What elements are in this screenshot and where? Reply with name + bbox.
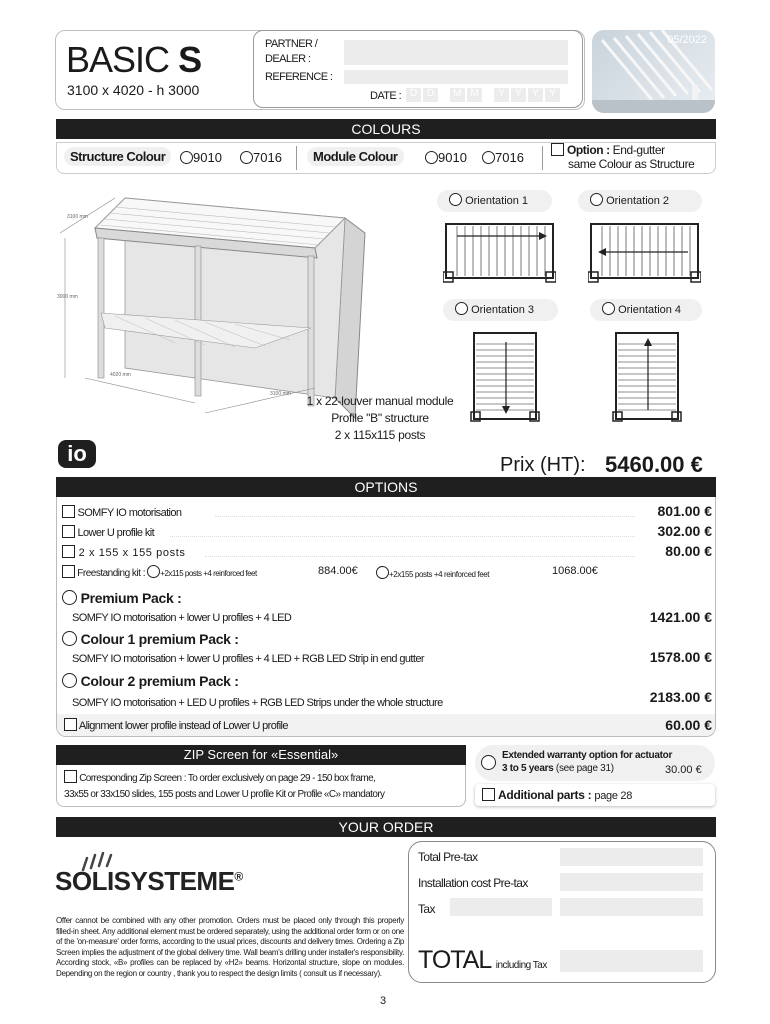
colours-divider xyxy=(542,146,543,170)
structure-9010-radio[interactable]: 9010 xyxy=(180,150,222,165)
checkbox-icon xyxy=(62,545,75,558)
product-photo xyxy=(592,30,715,113)
page-number: 3 xyxy=(380,995,387,1007)
premium-pack-radio[interactable]: Premium Pack : xyxy=(62,590,181,606)
freestanding-price-1: 884.00€ xyxy=(318,565,358,577)
date-digit: D xyxy=(423,88,438,102)
dim-depth-label: 4020 mm xyxy=(110,372,131,378)
option-lower-u-kit-price: 302.00 € xyxy=(657,523,712,539)
structure-colour-label: Structure Colour xyxy=(64,147,171,166)
dealer-field[interactable] xyxy=(344,40,568,65)
module-9010-radio[interactable]: 9010 xyxy=(425,150,467,165)
install-pretax-label: Installation cost Pre-tax xyxy=(418,876,528,890)
product-name-bold: S xyxy=(178,39,202,80)
leader-line xyxy=(215,516,635,517)
radio-icon xyxy=(455,302,468,315)
total-label: TOTAL including Tax xyxy=(418,946,547,974)
radio-icon xyxy=(425,151,438,164)
orientation-1-diagram xyxy=(443,220,556,284)
dim-width-label: 3100 mm xyxy=(270,391,291,397)
date-digit: M xyxy=(467,88,482,102)
product-description: 1 x 22-louver manual module Profile "B" structure 2 x 115x115 posts xyxy=(306,394,454,442)
warranty-text: Extended warranty option for actuator 3 to 5 years (see page 31) xyxy=(502,750,673,774)
option-posts[interactable]: 2 x 155 x 155 posts xyxy=(62,545,185,559)
pergola-drawing xyxy=(55,188,375,428)
colour1-pack-desc: SOMFY IO motorisation + lower U profiles + 4 LED + RGB LED Strip in end gutter xyxy=(72,653,424,665)
warranty-price: 30.00 € xyxy=(665,764,702,776)
radio-icon xyxy=(240,151,253,164)
checkbox-icon xyxy=(64,718,77,731)
option-alignment-price: 60.00 € xyxy=(665,717,712,733)
premium-pack-desc: SOMFY IO motorisation + lower U profiles + 4 LED xyxy=(72,612,292,624)
module-colour-label: Module Colour xyxy=(307,147,404,166)
price-value: 5460.00 € xyxy=(605,452,703,477)
colour2-pack-radio[interactable]: Colour 2 premium Pack : xyxy=(62,673,239,689)
date-digit: Y xyxy=(528,88,543,102)
radio-icon xyxy=(481,755,496,770)
leader-line xyxy=(170,536,635,537)
product-title xyxy=(66,40,201,80)
orientation-4-radio[interactable]: Orientation 4 xyxy=(590,299,702,321)
radio-icon xyxy=(602,302,615,315)
zip-screen-line-2: 33x55 or 33x150 slides, 155 posts and Lower U profile Kit or Profile «C» mandatory xyxy=(64,789,385,800)
dim-top-label: 3100 mm xyxy=(67,214,88,220)
option-somfy-price: 801.00 € xyxy=(657,503,712,519)
orientation-3-radio[interactable]: Orientation 3 xyxy=(443,299,558,321)
checkbox-icon xyxy=(62,565,75,578)
date-field[interactable] xyxy=(406,88,560,102)
colour2-pack-desc: SOMFY IO motorisation + LED U profiles + RGB LED Strips under the whole structure xyxy=(72,697,443,709)
radio-icon[interactable] xyxy=(147,565,160,578)
dim-height-label: 3000 mm xyxy=(57,294,78,300)
radio-icon xyxy=(590,193,603,206)
option-somfy[interactable]: SOMFY IO motorisation xyxy=(62,505,181,519)
orientation-2-radio[interactable]: Orientation 2 xyxy=(578,190,702,212)
colour1-pack-radio[interactable]: Colour 1 premium Pack : xyxy=(62,631,239,647)
total-field[interactable] xyxy=(560,950,703,972)
option-alignment[interactable]: Alignment lower profile instead of Lower U profile xyxy=(64,718,288,732)
radio-icon xyxy=(180,151,193,164)
freestanding-price-2: 1068.00€ xyxy=(552,565,598,577)
zip-bar: ZIP Screen for «Essential» xyxy=(56,745,466,765)
colour1-pack-price: 1578.00 € xyxy=(649,649,712,665)
io-logo: io xyxy=(58,440,96,468)
warranty-radio[interactable] xyxy=(481,755,496,773)
checkbox-icon xyxy=(64,770,77,783)
radio-icon xyxy=(482,151,495,164)
colours-bar: COLOURS xyxy=(56,119,716,139)
checkbox-icon xyxy=(551,143,564,156)
install-pretax-field[interactable] xyxy=(560,873,703,891)
disclaimer: Offer cannot be combined with any other promotion. Orders must be placed only through this properly filled-in sheet. Any additional element must be ordered separately, using the additional order form or on one of the 'on-measure' order forms, according to the usual prices, discounts and delivery times. Ordering a Zip Screen implies the adjustment of the global delivery time. Wall beam's drilling under installer's responsibility. According stock, «B» profiles can be replaced by «H2» beams. Horizontal structure, slope on modules. Depending on the region or country , thank you to respect the design limits ( consult us if necessary). xyxy=(56,916,404,978)
orientation-2-diagram xyxy=(588,220,701,284)
reference-field[interactable] xyxy=(344,70,568,84)
order-bar: YOUR ORDER xyxy=(56,817,716,837)
date-digit: Y xyxy=(494,88,509,102)
product-name-light: BASIC xyxy=(66,39,170,80)
radio-icon xyxy=(62,631,77,646)
orientation-1-radio[interactable]: Orientation 1 xyxy=(437,190,552,212)
colours-divider xyxy=(296,146,297,170)
dealer-label: DEALER : xyxy=(265,53,311,65)
brand-registered: ® xyxy=(234,869,243,884)
product-dimensions: 3100 x 4020 - h 3000 xyxy=(67,82,200,98)
leader-line xyxy=(205,556,635,557)
radio-icon xyxy=(449,193,462,206)
option-freestanding[interactable]: Freestanding kit : +2x115 posts +4 reinforced feet xyxy=(62,565,257,579)
additional-parts-option[interactable]: Additional parts : page 28 xyxy=(482,788,632,802)
date-digit: D xyxy=(406,88,421,102)
structure-7016-radio[interactable]: 7016 xyxy=(240,150,282,165)
radio-icon xyxy=(62,590,77,605)
options-bar: OPTIONS xyxy=(56,477,716,497)
colour2-pack-price: 2183.00 € xyxy=(649,689,712,705)
edition-label: 05/2022 xyxy=(667,34,707,46)
orientation-3-diagram xyxy=(470,330,540,425)
reference-label: REFERENCE : xyxy=(265,71,333,83)
freestanding-option-2[interactable]: +2x155 posts +4 reinforced feet xyxy=(376,566,489,579)
radio-icon xyxy=(376,566,389,579)
brand-name: SOLISYSTEME xyxy=(55,866,235,896)
zip-screen-option[interactable]: Corresponding Zip Screen : To order exclusively on page 29 - 150 box frame, xyxy=(64,770,375,784)
option-posts-price: 80.00 € xyxy=(665,543,712,559)
date-digit: Y xyxy=(545,88,560,102)
price-label: Prix (HT): xyxy=(500,454,586,476)
end-gutter-option[interactable]: Option : End-gutter same Colour as Structure xyxy=(551,143,694,171)
partner-label: PARTNER / xyxy=(265,38,318,50)
option-lower-u-kit[interactable]: Lower U profile kit xyxy=(62,525,154,539)
checkbox-icon xyxy=(62,505,75,518)
orientation-4-diagram xyxy=(612,330,682,425)
tax-label: Tax xyxy=(418,902,435,916)
tax-field[interactable] xyxy=(560,898,703,916)
module-7016-radio[interactable]: 7016 xyxy=(482,150,524,165)
total-pretax-field[interactable] xyxy=(560,848,703,866)
date-label: DATE : xyxy=(370,90,402,102)
checkbox-icon xyxy=(62,525,75,538)
date-digit: Y xyxy=(511,88,526,102)
radio-icon xyxy=(62,673,77,688)
date-digit: M xyxy=(450,88,465,102)
premium-pack-price: 1421.00 € xyxy=(649,609,712,625)
tax-rate-field[interactable] xyxy=(450,898,552,916)
total-pretax-label: Total Pre-tax xyxy=(418,850,478,864)
checkbox-icon xyxy=(482,788,495,801)
